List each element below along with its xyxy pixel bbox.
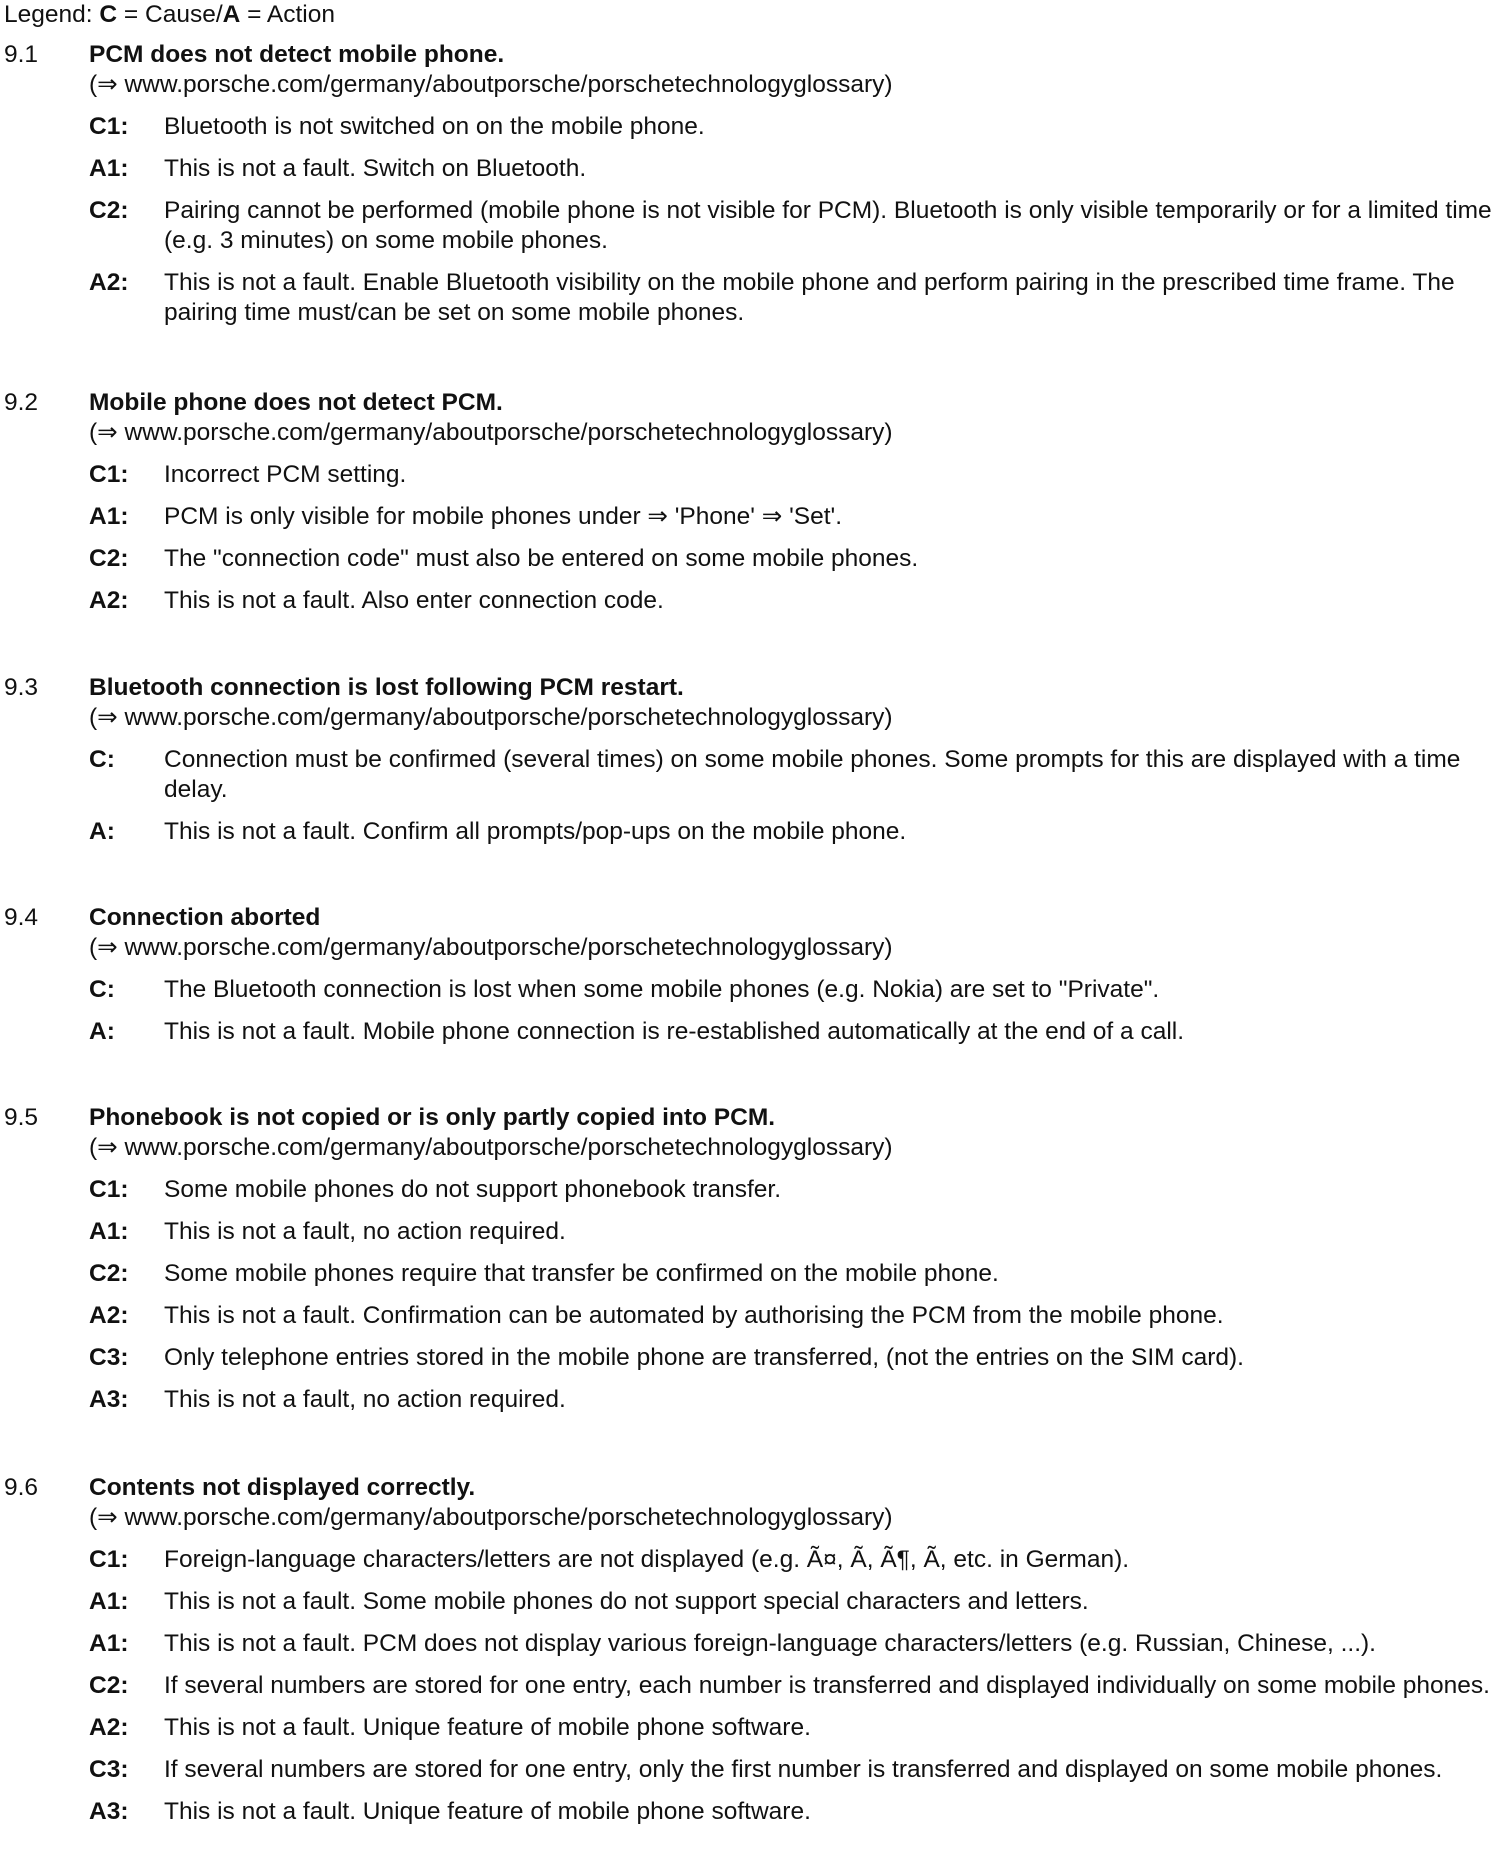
item-label: A2:	[89, 269, 129, 296]
item-label: A:	[89, 1018, 115, 1045]
list-item	[0, 1343, 1504, 1373]
item-label: C:	[89, 746, 115, 773]
item-text: This is not a fault. PCM does not display various foreign-language characters/letters (e.g. Russian, Chinese, ...).	[164, 1630, 1376, 1657]
list-item	[0, 1629, 1504, 1659]
item-text: Bluetooth is not switched on on the mobile phone.	[164, 113, 705, 140]
item-text: This is not a fault. Switch on Bluetooth.	[164, 155, 587, 182]
list-item	[0, 502, 1504, 532]
item-list	[0, 745, 1504, 859]
item-text: If several numbers are stored for one entry, each number is transferred and displayed individually on some mobile phones.	[164, 1672, 1490, 1699]
item-label: A1:	[89, 1630, 129, 1657]
item-label: A:	[89, 818, 115, 845]
item-text: Some mobile phones require that transfer be confirmed on the mobile phone.	[164, 1260, 999, 1287]
section-number: 9.3	[4, 674, 39, 701]
section-title: Phonebook is not copied or is only partly copied into PCM.	[89, 1104, 776, 1131]
item-label: C1:	[89, 113, 129, 140]
section-title: Bluetooth connection is lost following PCM restart.	[89, 674, 684, 701]
glossary-link[interactable]: (⇒ www.porsche.com/germany/aboutporsche/porschetechnologyglossary)	[89, 1504, 893, 1531]
item-text: Some mobile phones do not support phonebook transfer.	[164, 1176, 781, 1203]
item-label: A2:	[89, 1302, 129, 1329]
item-label: C1:	[89, 1546, 129, 1573]
item-label: C2:	[89, 545, 129, 572]
item-list	[0, 975, 1504, 1059]
item-label: C2:	[89, 1260, 129, 1287]
legend-action-key: A	[222, 1, 241, 28]
legend-action-text: = Action	[240, 1, 336, 28]
list-item	[0, 544, 1504, 574]
list-item	[0, 1217, 1504, 1247]
list-item	[0, 1755, 1504, 1785]
item-label: A1:	[89, 155, 129, 182]
list-item	[0, 196, 1504, 256]
item-text: Connection must be confirmed (several times) on some mobile phones. Some prompts for this are displayed with a time delay.	[164, 746, 1461, 803]
item-text: This is not a fault. Unique feature of mobile phone software.	[164, 1798, 811, 1825]
list-item	[0, 268, 1504, 328]
item-label: A2:	[89, 587, 129, 614]
item-list	[0, 1175, 1504, 1427]
item-text: This is not a fault. Confirm all prompts/pop-ups on the mobile phone.	[164, 818, 907, 845]
item-label: C1:	[89, 1176, 129, 1203]
list-item	[0, 1587, 1504, 1617]
item-label: C2:	[89, 1672, 129, 1699]
list-item	[0, 1301, 1504, 1331]
item-text: This is not a fault. Mobile phone connection is re-established automatically at the end of a call.	[164, 1018, 1185, 1045]
item-label: A2:	[89, 1714, 129, 1741]
item-list	[0, 460, 1504, 628]
list-item	[0, 975, 1504, 1005]
item-text: This is not a fault, no action required.	[164, 1218, 566, 1245]
glossary-link[interactable]: (⇒ www.porsche.com/germany/aboutporsche/porschetechnologyglossary)	[89, 419, 893, 446]
item-label: C2:	[89, 197, 129, 224]
legend-cause-key: C	[99, 1, 118, 28]
list-item	[0, 1545, 1504, 1575]
item-text: Foreign-language characters/letters are not displayed (e.g. Ã¤, Ã, Ã¶, Ã, etc. in German).	[164, 1546, 1130, 1573]
legend-prefix: Legend:	[4, 1, 100, 28]
glossary-link[interactable]: (⇒ www.porsche.com/germany/aboutporsche/porschetechnologyglossary)	[89, 934, 893, 961]
glossary-link[interactable]: (⇒ www.porsche.com/germany/aboutporsche/porschetechnologyglossary)	[89, 71, 893, 98]
item-text: Incorrect PCM setting.	[164, 461, 407, 488]
section-number: 9.5	[4, 1104, 39, 1131]
item-label: C1:	[89, 461, 129, 488]
legend-cause-text: = Cause/	[117, 1, 223, 28]
item-text: This is not a fault, no action required.	[164, 1386, 566, 1413]
section-number: 9.2	[4, 389, 39, 416]
item-text: Pairing cannot be performed (mobile phone is not visible for PCM). Bluetooth is only visible temporarily or for a limited time (e.g. 3 minutes) on some mobile phones.	[164, 197, 1492, 254]
list-item	[0, 112, 1504, 142]
list-item	[0, 1017, 1504, 1047]
item-text: The Bluetooth connection is lost when some mobile phones (e.g. Nokia) are set to "Private".	[164, 976, 1160, 1003]
item-label: C3:	[89, 1344, 129, 1371]
item-label: C3:	[89, 1756, 129, 1783]
section-title: Connection aborted	[89, 904, 321, 931]
glossary-link[interactable]: (⇒ www.porsche.com/germany/aboutporsche/porschetechnologyglossary)	[89, 704, 893, 731]
item-text: This is not a fault. Also enter connection code.	[164, 587, 664, 614]
item-label: A3:	[89, 1386, 129, 1413]
item-label: A3:	[89, 1798, 129, 1825]
list-item	[0, 1671, 1504, 1701]
item-text: The "connection code" must also be entered on some mobile phones.	[164, 545, 919, 572]
item-text: If several numbers are stored for one entry, only the first number is transferred and displayed on some mobile phones.	[164, 1756, 1443, 1783]
list-item	[0, 1385, 1504, 1415]
item-label: A1:	[89, 1588, 129, 1615]
item-text: PCM is only visible for mobile phones under ⇒ 'Phone' ⇒ 'Set'.	[164, 503, 843, 530]
item-text: This is not a fault. Enable Bluetooth visibility on the mobile phone and perform pairing in the prescribed time frame. The pairing time must/can be set on some mobile phones.	[164, 269, 1455, 326]
list-item	[0, 1713, 1504, 1743]
section-title: Mobile phone does not detect PCM.	[89, 389, 503, 416]
section-number: 9.4	[4, 904, 39, 931]
item-text: Only telephone entries stored in the mobile phone are transferred, (not the entries on the SIM card).	[164, 1344, 1244, 1371]
section-title: Contents not displayed correctly.	[89, 1474, 476, 1501]
item-label: A1:	[89, 1218, 129, 1245]
list-item	[0, 1175, 1504, 1205]
legend	[4, 0, 335, 30]
item-list	[0, 1545, 1504, 1839]
list-item	[0, 745, 1504, 805]
list-item	[0, 817, 1504, 847]
section-number: 9.6	[4, 1474, 39, 1501]
item-list	[0, 112, 1504, 340]
list-item	[0, 154, 1504, 184]
glossary-link[interactable]: (⇒ www.porsche.com/germany/aboutporsche/porschetechnologyglossary)	[89, 1134, 893, 1161]
list-item	[0, 460, 1504, 490]
list-item	[0, 1259, 1504, 1289]
item-text: This is not a fault. Unique feature of mobile phone software.	[164, 1714, 811, 1741]
section-number: 9.1	[4, 41, 39, 68]
list-item	[0, 1797, 1504, 1827]
item-label: C:	[89, 976, 115, 1003]
item-label: A1:	[89, 503, 129, 530]
item-text: This is not a fault. Some mobile phones do not support special characters and letters.	[164, 1588, 1089, 1615]
section-title: PCM does not detect mobile phone.	[89, 41, 505, 68]
item-text: This is not a fault. Confirmation can be automated by authorising the PCM from the mobile phone.	[164, 1302, 1224, 1329]
list-item	[0, 586, 1504, 616]
